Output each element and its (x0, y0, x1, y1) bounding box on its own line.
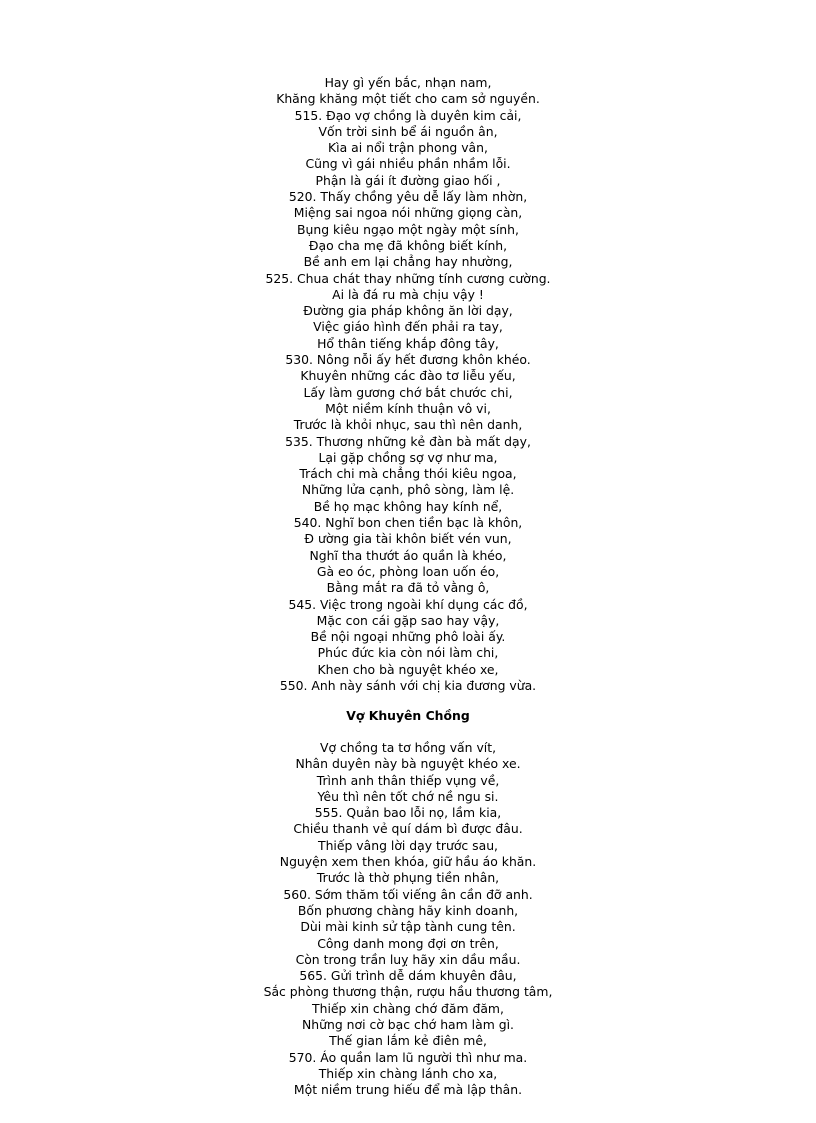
poem-line: Nhân duyên này bà nguyệt khéo xe. (295, 756, 521, 772)
poem-line: Thiếp vâng lời dạy trước sau, (318, 837, 498, 853)
poem-line: 515. Đạo vợ chồng là duyên kim cải, (294, 107, 522, 123)
poem-line: Phúc đức kia còn nói làm chi, (317, 645, 499, 661)
section-title: Vợ Khuyên Chồng (346, 708, 470, 723)
poem-line: Lại gặp chồng sợ vợ như ma, (318, 449, 498, 465)
poem-line: Những nơi cờ bạc chớ ham làm gì. (302, 1017, 514, 1033)
poem-line: Đ ường gia tài khôn biết vén vun, (304, 531, 512, 547)
poem-line: Bề họ mạc không hay kính nể, (313, 498, 503, 514)
poem-line: 560. Sớm thăm tối viếng ân cần đỡ anh. (283, 886, 533, 902)
poem-line: Trình anh thân thiếp vụng về, (316, 772, 500, 788)
poem-line: Ai là đá ru mà chịu vậy ! (332, 286, 484, 302)
poem-part-2 (0, 740, 816, 1099)
poem-line: Một niềm trung hiếu để mà lập thân. (293, 1082, 523, 1098)
poem-line: 555. Quản bao lỗi nọ, lầm kia, (314, 805, 502, 821)
poem-line: Còn trong trần luỵ hãy xin dầu mầu. (295, 951, 521, 967)
poem-line: Trước là khỏi nhục, sau thì nên danh, (293, 417, 523, 433)
poem-line: Sắc phòng thương thận, rượu hầu thương tâm, (263, 984, 553, 1000)
poem-line: Vốn trời sinh bể ái nguồn ân, (318, 123, 498, 139)
poem-line: Bề nội ngoại những phô loài ấy. (310, 629, 506, 645)
poem-line: 535. Thương những kẻ đàn bà mất dạy, (285, 433, 531, 449)
poem-line: Phận là gái ít đường giao hối , (315, 172, 501, 188)
poem-line: Việc giáo hình đến phải ra tay, (313, 319, 503, 335)
poem-line: Cũng vì gái nhiều phần nhầm lỗi. (305, 156, 511, 172)
poem-line: Đạo cha mẹ đã không biết kính, (308, 237, 508, 253)
poem-line: Trước là thờ phụng tiền nhân, (316, 870, 500, 886)
poem-line: Kìa ai nổi trận phong vân, (328, 140, 488, 156)
poem-line: 570. Áo quần lam lũ người thì như ma. (288, 1049, 528, 1065)
poem-line: 520. Thấy chồng yêu dễ lấy làm nhờn, (288, 189, 528, 205)
poem-line: Một niềm kính thuận vô vi, (325, 400, 491, 416)
poem-line: Dùi mài kinh sử tập tành cung tên. (300, 919, 516, 935)
poem-line: Gà eo óc, phòng loan uốn éo, (316, 563, 500, 579)
poem-line: Những lửa cạnh, phô sòng, làm lệ. (301, 482, 515, 498)
poem-line: 530. Nông nỗi ấy hết đương khôn khéo. (285, 352, 531, 368)
poem-line: Khen cho bà nguyệt khéo xe, (317, 661, 499, 677)
poem-line: 525. Chua chát thay những tính cương cường. (265, 270, 551, 286)
poem-line: Chiều thanh vẻ quí dám bì được đâu. (293, 821, 523, 837)
poem-line: Công danh mong đợi ơn trên, (317, 935, 499, 951)
poem-line: Yêu thì nên tốt chớ nề ngu si. (317, 788, 499, 804)
poem-line: 565. Gửi trình dễ dám khuyên đâu, (299, 968, 517, 984)
poem-part-1 (0, 75, 816, 694)
poem-line: Hổ thân tiếng khắp đông tây, (317, 335, 499, 351)
poem-line: Bằng mắt ra đã tỏ vằng ô, (326, 580, 490, 596)
poem-line: Thế gian lắm kẻ điên mê, (329, 1033, 487, 1049)
poem-line: Nguyện xem then khóa, giữ hầu áo khăn. (279, 854, 537, 870)
poem-line: 545. Việc trong ngoài khí dụng các đồ, (288, 596, 528, 612)
poem-line: Thiếp xin chàng chớ đăm đăm, (312, 1000, 504, 1016)
poem-line: Khăng khăng một tiết cho cam sở nguyền. (276, 91, 540, 107)
poem-line: Vợ chồng ta tơ hồng vấn vít, (319, 740, 497, 755)
poem-line: Bề anh em lại chẳng hay nhường, (303, 254, 513, 270)
poem-line: Bụng kiêu ngạo một ngày một sính, (297, 221, 519, 237)
poem-line: Trách chi mà chẳng thói kiêu ngoa, (299, 466, 517, 482)
poem-line: Đường gia pháp không ăn lời dạy, (303, 303, 513, 319)
poem-line: Hay gì yến bắc, nhạn nam, (324, 75, 492, 90)
poem-line: Thiếp xin chàng lánh cho xa, (318, 1065, 498, 1081)
poem-line: 540. Nghĩ bon chen tiền bạc là khôn, (293, 515, 523, 531)
poem-line: Lấy làm gương chớ bắt chước chi, (303, 384, 513, 400)
poem-line: Mặc con cái gặp sao hay vậy, (316, 612, 500, 628)
poem-line: 550. Anh này sánh với chị kia đương vừa. (279, 677, 537, 693)
poem-line: Nghĩ tha thướt áo quần là khéo, (309, 547, 507, 563)
poem-line: Miệng sai ngoa nói những giọng càn, (293, 205, 523, 221)
poem-line: Bốn phương chàng hãy kinh doanh, (297, 902, 519, 918)
poem-line: Khuyên những các đào tơ liễu yếu, (300, 368, 516, 384)
